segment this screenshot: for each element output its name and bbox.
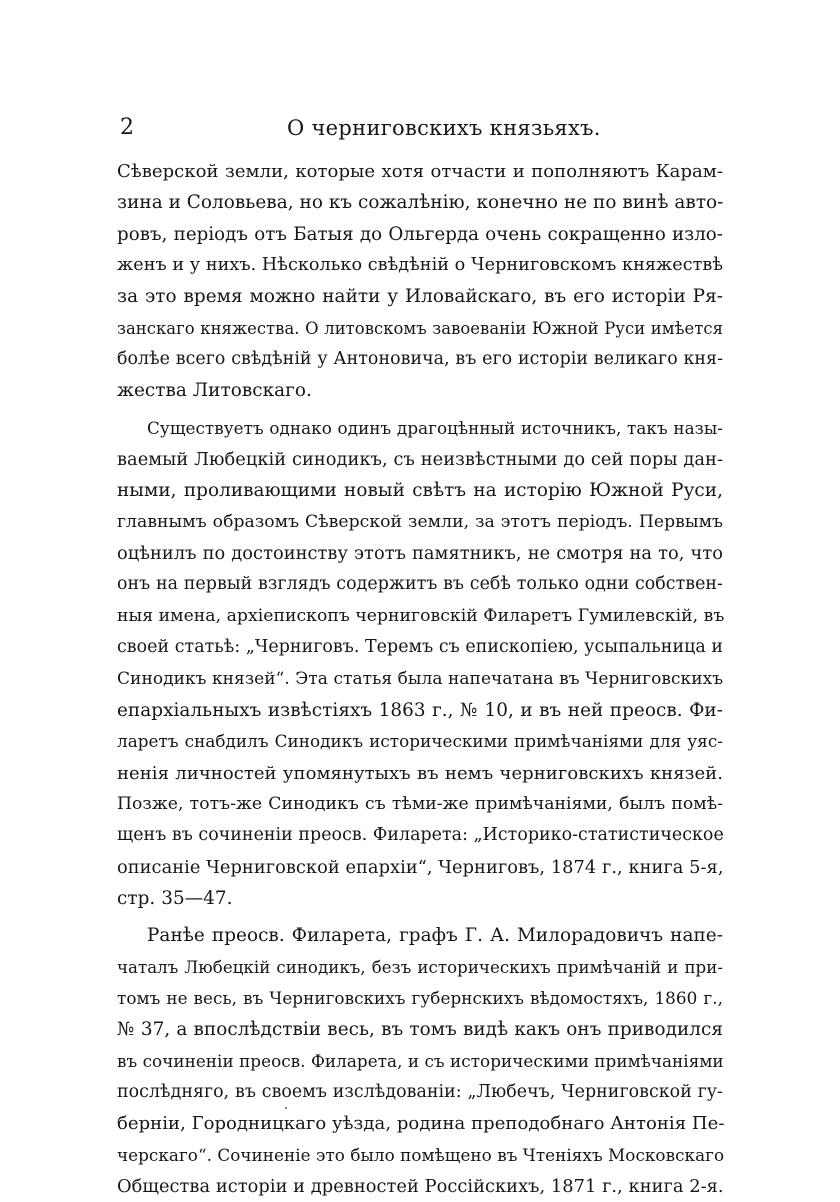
text-line: Ранѣе преосв. Филарета, графъ Г. А. Милорадовичъ напе- (147, 925, 723, 947)
text-line: зина и Соловьева, но къ сожалѣнію, конечно не по винѣ авто- (117, 192, 724, 214)
text-line: ровъ, періодъ отъ Батыя до Ольгерда очень сокращенно изло- (117, 223, 723, 245)
text-line: въ сочиненіи преосв. Филарета, и съ историческими примѣчаніями (117, 1050, 724, 1071)
text-line: Позже, тотъ-же Синодикъ съ тѣми-же примѣчаніями, былъ помѣ- (117, 793, 723, 814)
text-line: болѣе всего свѣдѣній у Антоновича, въ его исторіи великаго кня- (117, 349, 723, 370)
text-line: томъ не весь, въ Черниговскихъ губернскихъ вѣдомостяхъ, 1860 г., (117, 987, 723, 1008)
text-line: ными, проливающими новый свѣтъ на исторію Южной Руси, (117, 480, 723, 502)
text-line: занскаго княжества. О литовскомъ завоеваніи Южной Руси имѣется (117, 318, 723, 338)
text-line: ваемый Любецкій синодикъ, съ неизвѣстными до сей поры дан- (117, 449, 723, 471)
text-line: ныя имена, архіепископъ черниговскій Филаретъ Гумилевскій, въ (117, 605, 725, 626)
text-line: описаніе Черниговской епархіи“, Черниговъ, 1874 г., книга 5-я, (117, 856, 724, 878)
text-line: женъ и у нихъ. Нѣсколько свѣдѣній о Черниговскомъ княжествѣ (117, 255, 723, 276)
page-number: 2 (120, 115, 134, 140)
text-line: стр. 35—47. (117, 887, 233, 909)
text-line: за это время можно найти у Иловайскаго, въ его исторіи Ря- (117, 286, 723, 308)
paragraph (117, 920, 723, 1202)
text-line: Синодикъ князей“. Эта статья была напечатана въ Черниговскихъ (117, 668, 724, 689)
running-head: О черниговскихъ князьяхъ. (287, 116, 601, 140)
text-line: епархіальныхъ извѣстіяхъ 1863 г., № 10, и въ ней преосв. Фи- (117, 699, 723, 721)
body-text (117, 156, 723, 1202)
text-line: черскаго“. Сочиненіе это было помѣщено въ Чтеніяхъ Московскаго (117, 1144, 725, 1165)
text-line: № 37, а впослѣдствіи весь, въ томъ видѣ какъ онъ приводился (117, 1019, 723, 1041)
text-line: оцѣнилъ по достоинству этотъ памятникъ, не смотря на то, что (117, 543, 723, 565)
text-line: берніи, Городницкаго уѣзда, родина преподобнаго Антонія Пе- (117, 1113, 725, 1135)
text-line: Общества исторіи и древностей Россійскихъ, 1871 г., книга 2-я. (117, 1176, 724, 1197)
text-line: своей статьѣ: „Черниговъ. Теремъ съ епископіею, усыпальница и (117, 637, 723, 658)
text-line: жества Литовскаго. (117, 380, 312, 402)
text-line: ларетъ снабдилъ Синодикъ историческими примѣчаніями для уяс- (117, 731, 723, 752)
text-line: Сѣверской земли, которые хотя отчасти и пополняютъ Карам- (117, 161, 723, 182)
text-line: Существуетъ однако одинъ драгоцѣнный источникъ, такъ назы- (147, 417, 723, 438)
text-line: щенъ въ сочиненіи преосв. Филарета: „Историко-статистическое (117, 825, 724, 846)
ink-speck (285, 1107, 287, 1109)
text-line: чаталъ Любецкій синодикъ, безъ историческихъ примѣчаній и при- (117, 957, 723, 977)
text-line: главнымъ образомъ Сѣверской земли, за этотъ періодъ. Первымъ (117, 511, 723, 532)
text-line: ненія личностей упомянутыхъ въ немъ черниговскихъ князей. (117, 762, 723, 784)
paragraph (117, 413, 723, 915)
text-line: онъ на первый взглядъ содержитъ въ себѣ только одни собствен- (117, 574, 723, 595)
paragraph (117, 156, 723, 407)
text-line: послѣдняго, въ своемъ изслѣдованіи: „Любечъ, Черниговской гу- (117, 1081, 723, 1102)
